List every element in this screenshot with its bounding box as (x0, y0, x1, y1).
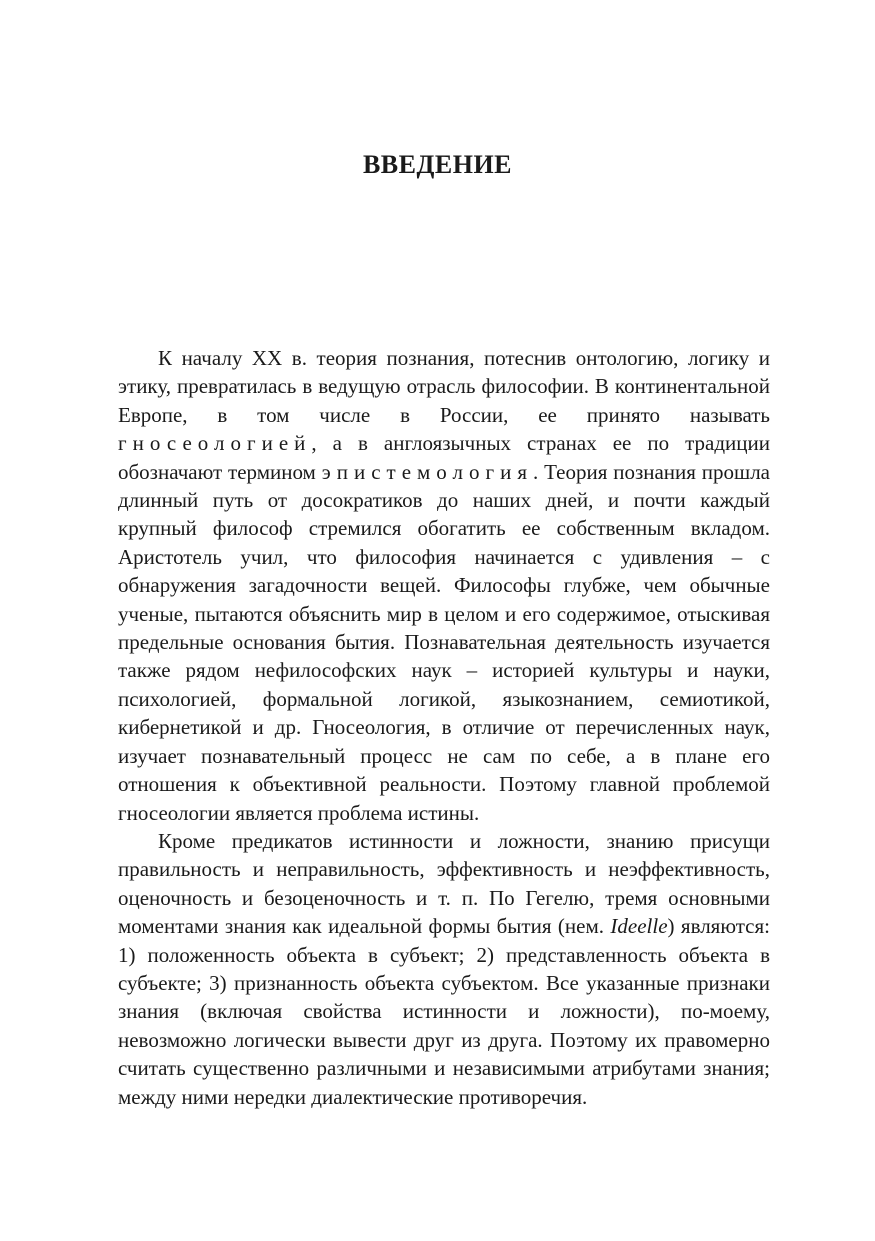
paragraph-1 (118, 344, 770, 827)
body-text (118, 344, 770, 1111)
chapter-title: ВВЕДЕНИЕ (362, 150, 513, 179)
paragraph-1-part-3: . Теория познания прошла длинный путь от досократиков до наших дней, и почти каждый крупный философ стремился обогатить ее собственным вкладом. Аристотель учил, что философия начинается с удивления – с обнаружения загадочности вещей. Философы глубже, чем обычные ученые, пытаются объяснить мир в целом и его содержимое, отыскивая предельные основания бытия. Познавательная деятельность изучается также рядом нефилософских наук – историей культуры и науки, психологией, формальной логикой, языкознанием, семиотикой, кибернетикой и др. Гносеология, в отличие от перечисленных наук, изучает познавательный процесс не сам по себе, а в плане его отношения к объективной реальности. Поэтому главной проблемой гносеологии является проблема истины. (118, 459, 770, 825)
paragraph-1-part-2: , а в англоязычных странах ее по традиции обозначают термином (118, 431, 770, 484)
paragraph-2-part-1: Кроме предикатов истинности и ложности, знанию присущи правильность и неправильность, эффективность и неэффективность, оценочность и безоценочность и т. п. По Гегелю, тремя основными моментами знания как идеальной формы бытия (нем. (118, 828, 770, 939)
paragraph-1-part-1: К началу XX в. теория познания, потеснив онтологию, логику и этику, превратилась в ведущую отрасль философии. В континентальной Европе, в том числе в России, ее принято называть (118, 346, 770, 427)
term-ideelle: Ideelle (610, 914, 668, 939)
term-gnoseology: гносеологией (118, 431, 312, 456)
term-epistemology: эпистемология (321, 459, 534, 484)
paragraph-2 (118, 827, 770, 1111)
paragraph-2-part-2: ) являются: 1) положенность объекта в субъект; 2) представленность объекта в субъекте; 3) признанность объекта субъектом. Все указанные признаки знания (включая свойства истинности и ложности), по-моему, невозможно логически вывести друг из друга. Поэтому их правомерно считать существенно различными и независимыми атрибутами знания; между ними нередки диалектические противоречия. (118, 914, 771, 1109)
